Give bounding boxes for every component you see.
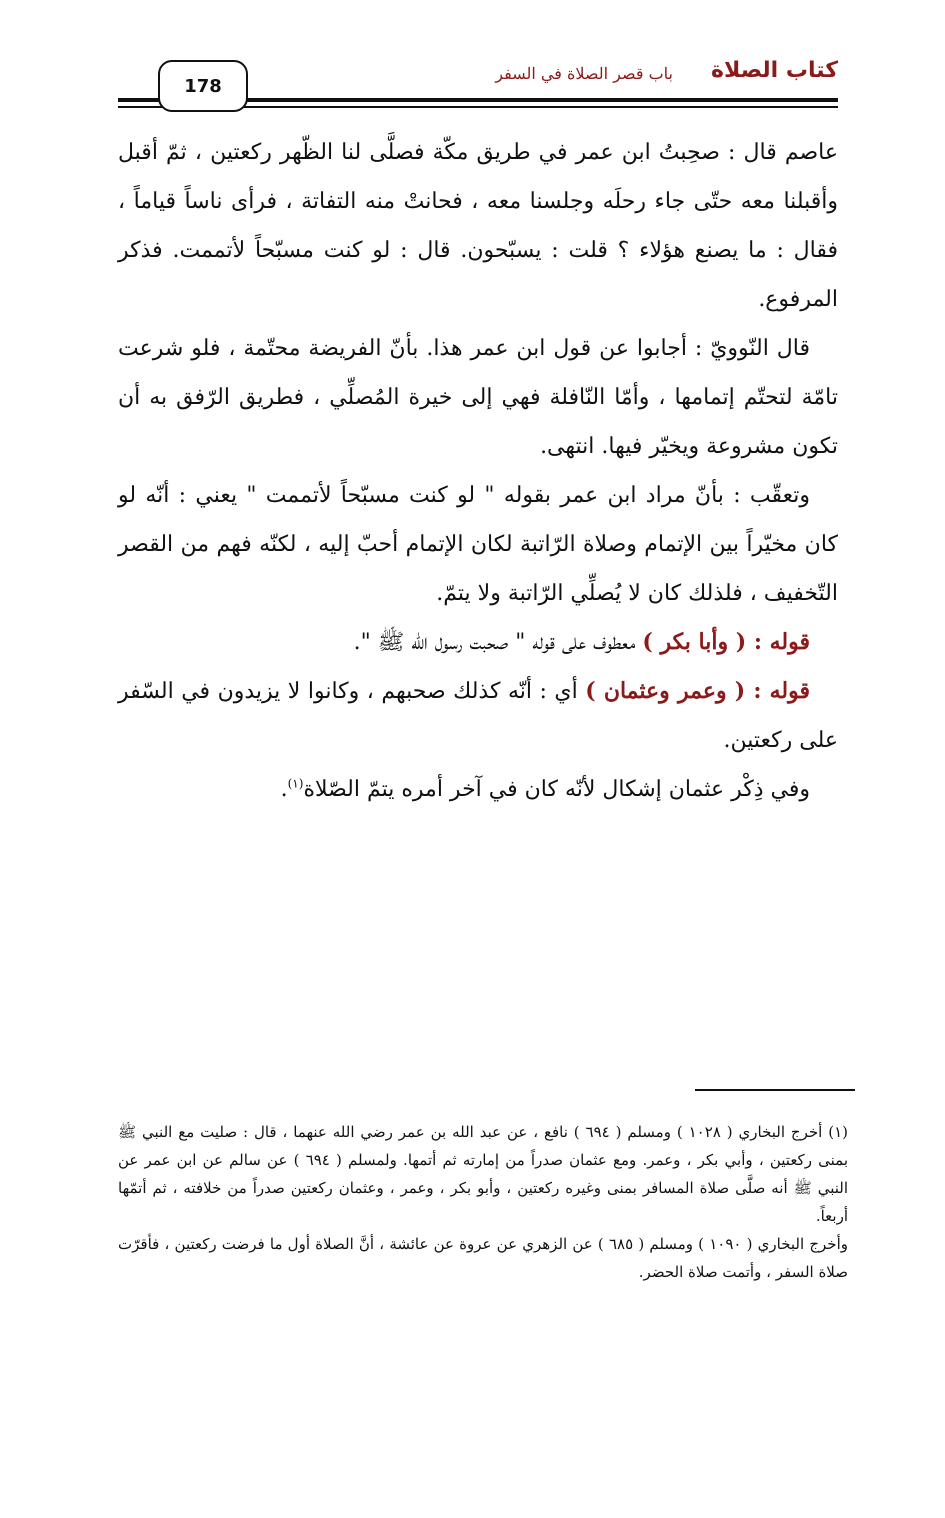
paragraph-6-end: . bbox=[280, 777, 288, 802]
paragraph-4 bbox=[118, 618, 838, 667]
footnote-marker[interactable]: (١) bbox=[287, 776, 304, 791]
paragraph-4-text: معطوف على قوله " صحبت رسول الله ﷺ ". bbox=[353, 630, 643, 655]
footnotes bbox=[118, 1118, 848, 1286]
paragraph-2: قال النّوويّ : أجابوا عن قول ابن عمر هذا. بأنّ الفريضة محتّمة ، فلو شرعت تامّة لتحتّم إتمامها ، وأمّا النّافلة فهي إلى خيرة المُصلِّي ، فطريق الرّفق به أن تكون مشروعة ويخيّر فيها. انتهى. bbox=[118, 336, 838, 459]
page-number: 178 bbox=[158, 60, 248, 112]
quote-label: قوله : ( وأبا بكر ) bbox=[642, 629, 810, 655]
main-text bbox=[118, 128, 838, 814]
paragraph-3: وتعقّب : بأنّ مراد ابن عمر بقوله " لو كنت مسبّحاً لأتممت " يعني : أنّه لو كان مخيّراً بين الإتمام وصلاة الرّاتبة لكان الإتمام أحبّ إليه ، لكنّه فهم من القصر التّخفيف ، فلذلك كان لا يُصلِّي الرّاتبة ولا يتمّ. bbox=[118, 483, 838, 606]
footnote-1: (١) أخرج البخاري ( ١٠٢٨ ) ومسلم ( ٦٩٤ ) نافع ، عن عبد الله بن عمر رضي الله عنهما ، قال : صليت مع النبي ﷺ بمنى ركعتين ، وأبي بكر ، وعمر. ومع عثمان صدراً من إمارته ثم أتمها. ولمسلم ( ٦٩٤ ) عن سالم عن ابن عمر عن النبي ﷺ أنه صلَّى صلاة المسافر بمنى وغيره ركعتين ، وأبو بكر ، وعمر ، وعثمان ركعتين صدراً من خلافته ، ثم أتمّها أربعاً. bbox=[118, 1123, 849, 1225]
paragraph-1: عاصم قال : صحِبتُ ابن عمر في طريق مكّة فصلَّى لنا الظّهر ركعتين ، ثمّ أقبل وأقبلنا معه حتّى جاء رحلَه وجلسنا معه ، فحانتْ منه التفاتة ، فرأى ناساً قياماً ، فقال : ما يصنع هؤلاء ؟ قلت : يسبّحون. قال : لو كنت مسبّحاً لأتممت. فذكر المرفوع. bbox=[118, 140, 838, 312]
chapter-title: باب قصر الصلاة في السفر bbox=[495, 64, 673, 83]
paragraph-5 bbox=[118, 667, 838, 765]
paragraph-6-text: وفي ذِكْر عثمان إشكال لأنّه كان في آخر أمره يتمّ الصّلاة bbox=[303, 777, 810, 802]
quote-label: قوله : ( وعمر وعثمان ) bbox=[585, 678, 810, 704]
paragraph-6 bbox=[118, 765, 838, 814]
footnote-1-continued: وأخرج البخاري ( ١٠٩٠ ) ومسلم ( ٦٨٥ ) عن الزهري عن عروة عن عائشة ، أنَّ الصلاة أول ما فرضت ركعتين ، فأقرّت صلاة السفر ، وأتمت صلاة الحضر. bbox=[118, 1235, 848, 1281]
page-header bbox=[118, 50, 838, 110]
footnote-separator bbox=[695, 1089, 855, 1091]
book-title: كتاب الصلاة bbox=[711, 58, 838, 83]
paragraph-5-text: أي : أنّه كذلك صحبهم ، وكانوا لا يزيدون في السّفر على ركعتين. bbox=[118, 679, 838, 753]
